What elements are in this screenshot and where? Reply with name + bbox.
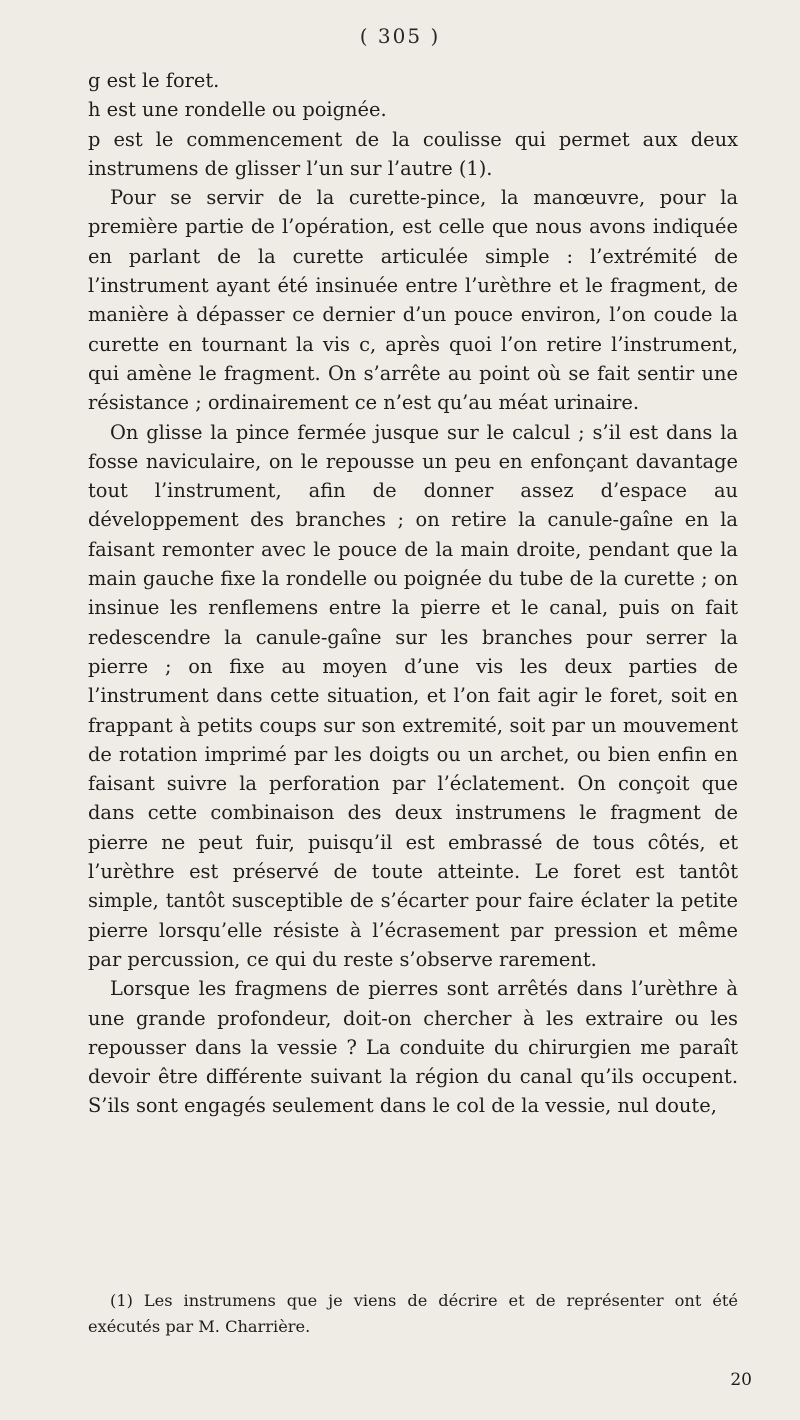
paragraph-curette-pince-usage: Pour se servir de la curette-pince, la manœuvre, pour la première partie de l’opération, est celle que nous avons indiquée en parlant de la curette articulée simple : l’extrémité de l’instrument ayant été insinuée entre l’urèthre et le fragment, de manière à dépasser ce dernier d’un pouce environ, l’on coude la curette en tournant la vis c, après quoi l’on retire l’instrument, qui amène le fragment. On s’arrête au point où se fait sentir une résistance ; ordinairement ce n’est qu’au méat urinaire. [88, 186, 738, 415]
paragraph-fragments-urethre: Lorsque les fragmens de pierres sont arrêtés dans l’urèthre à une grande profondeur, doit-on chercher à les extraire ou les repousser dans la vessie ? La conduite du chirurgien me paraît devoir être différente suivant la région du canal qu’ils occupent. S’ils sont engagés seulement dans le col de la vessie, nul doute, [88, 977, 738, 1118]
paragraph-legend-p: p est le commencement de la coulisse qui permet aux deux instrumens de glisser l’un sur l’autre (1). [88, 127, 738, 180]
footnote: (1) Les instrumens que je viens de décrire et de représenter ont été exécutés par M. Charrière. [88, 1291, 738, 1336]
body-text [88, 66, 738, 1121]
page-number: ( 305 ) [359, 24, 441, 48]
paragraph-legend-h: h est une rondelle ou poignée. [88, 98, 387, 122]
signature-mark: 20 [730, 1370, 752, 1390]
paragraph-pince-procedure: On glisse la pince fermée jusque sur le calcul ; s’il est dans la fosse naviculaire, on le repousse un peu en enfonçant davantage tout l’instrument, afin de donner assez d’espace au développement des branches ; on retire la canule-gaîne en la faisant remonter avec le pouce de la main droite, pendant que la main gauche fixe la rondelle ou poignée du tube de la curette ; on insinue les renflemens entre la pierre et le canal, puis on fait redescendre la canule-gaîne sur les branches pour serrer la pierre ; on fixe au moyen d’une vis les deux parties de l’instrument dans cette situation, et l’on fait agir le foret, soit en frappant à petits coups sur son extremité, soit par un mouvement de rotation imprimé par les doigts ou un archet, ou bien enfin en faisant suivre la perforation par l’éclatement. On conçoit que dans cette combinaison des deux instrumens le fragment de pierre ne peut fuir, puisqu’il est embrassé de tous côtés, et l’urèthre est préservé de toute atteinte. Le foret est tantôt simple, tantôt susceptible de s’écarter pour faire éclater la petite pierre lorsqu’elle résiste à l’écrasement par pression et même par percussion, ce qui du reste s’observe rarement. [88, 420, 738, 971]
paragraph-legend-g: g est le foret. [88, 69, 220, 92]
